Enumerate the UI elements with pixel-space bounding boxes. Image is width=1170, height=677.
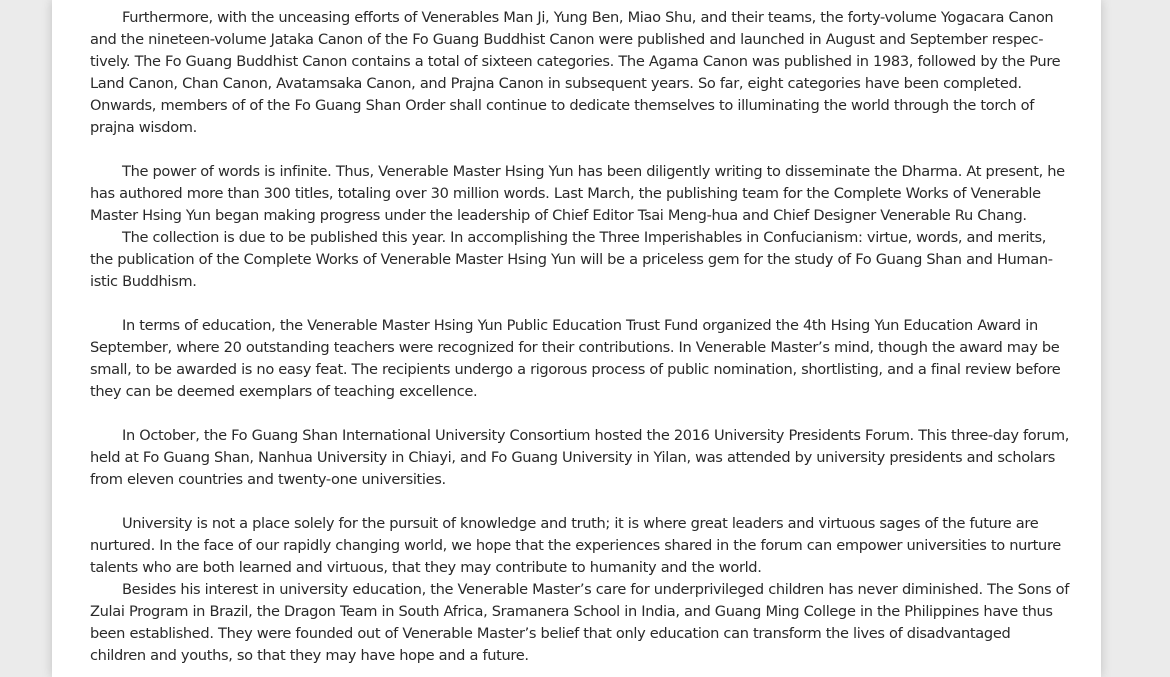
paragraph-canon-publication: Furthermore, with the unceasing efforts of Venerables Man Ji, Yung Ben, Miao Shu, and their teams, the forty-volume Yogacara Canon and the nineteen-volume Jataka Canon of the Fo Guang Buddhist Canon were published and launched in August and September respec-tively. The Fo Guang Buddhist Canon contains a total of sixteen categories. The Agama Canon was published in 1983, followed by the Pure Land Canon, Chan Canon, Avatamsaka Canon, and Prajna Canon in subsequent years. So far, eight categories have been completed. Onwards, members of of the Fo Guang Shan Order shall continue to dedicate themselves to illuminating the world through the torch of prajna wisdom. xyxy=(90,9,1061,136)
paragraph-education-award: In terms of education, the Venerable Master Hsing Yun Public Education Trust Fund organized the 4th Hsing Yun Education Award in September, where 20 outstanding teachers were recognized for their contributions. In Venerable Master’s mind, though the award may be small, to be awarded is no easy feat. The recipients undergo a rigorous process of public nomination, shortlisting, and a final review before they can be deemed exemplars of teaching excellence. xyxy=(90,317,1061,400)
paragraph-presidents-forum: In October, the Fo Guang Shan International University Consortium hosted the 2016 University Presidents Forum. This three-day forum, held at Fo Guang Shan, Nanhua University in Chiayi, and Fo Guang University in Yilan, was attended by university presidents and scholars from eleven countries and twenty-one universities. xyxy=(90,427,1070,488)
document-page xyxy=(52,0,1101,677)
paragraph-university-purpose: University is not a place solely for the pursuit of knowledge and truth; it is where great leaders and virtuous sages of the future are nurtured. In the face of our rapidly changing world, we hope that the experiences shared in the forum can empower universities to nurture talents who are both learned and virtuous, that they may contribute to humanity and the world. xyxy=(90,515,1061,576)
paragraph-power-of-words: The power of words is infinite. Thus, Venerable Master Hsing Yun has been diligently writing to disseminate the Dharma. At present, he has authored more than 300 titles, totaling over 30 million words. Last March, the publishing team for the Complete Works of Venerable Master Hsing Yun began making progress under the leadership of Chief Editor Tsai Meng-hua and Chief Designer Venerable Ru Chang. xyxy=(90,163,1065,224)
paragraph-complete-works: The collection is due to be published this year. In accomplishing the Three Imperishables in Confucianism: virtue, words, and merits, the publication of the Complete Works of Venerable Master Hsing Yun will be a priceless gem for the study of Fo Guang Shan and Human-istic Buddhism. xyxy=(90,229,1053,290)
paragraph-underprivileged-children: Besides his interest in university education, the Venerable Master’s care for underprivileged children has never diminished. The Sons of Zulai Program in Brazil, the Dragon Team in South Africa, Sramanera School in India, and Guang Ming College in the Philippines have thus been established. They were founded out of Venerable Master’s belief that only education can transform the lives of disadvantaged children and youths, so that they may have hope and a future. xyxy=(90,581,1070,664)
article-body xyxy=(90,7,1070,667)
